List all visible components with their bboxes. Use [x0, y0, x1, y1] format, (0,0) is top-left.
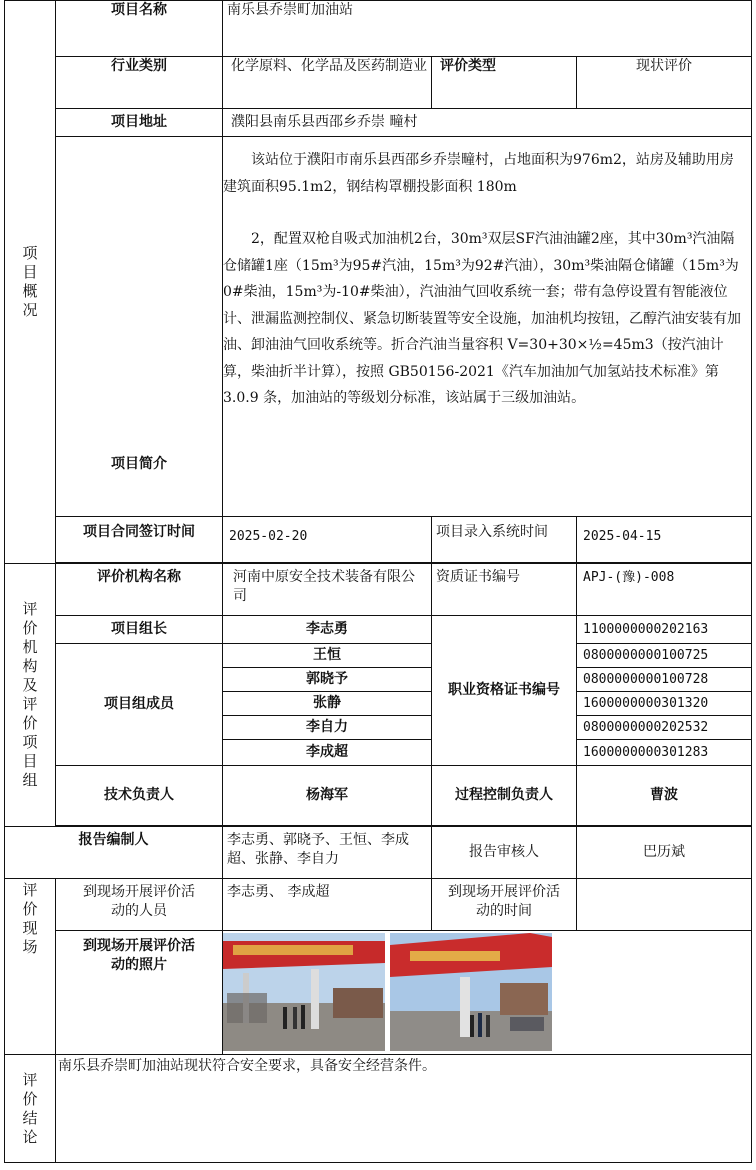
project-name-value: 南乐县乔崇町加油站 — [223, 1, 752, 57]
member-cert: 1600000000301283 — [577, 740, 752, 766]
intro-text — [223, 137, 752, 517]
site-side-label: 评 价 现 场 — [5, 879, 56, 1055]
member-cert: 0800000000202532 — [577, 716, 752, 740]
site-people-label: 到现场开展评价活动的人员 — [56, 879, 223, 931]
site-time-label: 到现场开展评价活动的时间 — [432, 879, 577, 931]
process-lead-name: 曹波 — [577, 766, 752, 826]
site-photo-1 — [223, 933, 385, 1051]
leader-name: 李志勇 — [223, 616, 432, 644]
overview-side-label: 项 目 概 况 — [5, 1, 56, 564]
entry-date-value: 2025-04-15 — [577, 517, 752, 563]
site-people-value: 李志勇、 李成超 — [223, 879, 432, 931]
industry-value: 化学原料、化学品及医药制造业 — [223, 57, 432, 109]
tech-lead-label: 技术负责人 — [56, 766, 223, 826]
conclusion-text: 南乐县乔崇町加油站现状符合安全要求，具备安全经营条件。 — [56, 1055, 752, 1163]
cert-value: APJ-(豫)-008 — [577, 564, 752, 616]
site-time-value — [577, 879, 752, 931]
conclusion-side-label: 评 价 结 论 — [5, 1055, 56, 1163]
report-reviewer-value: 巴历斌 — [577, 827, 752, 879]
org-side-label: 评 价 机 构 及 评 价 项 目 组 — [5, 564, 56, 827]
address-label: 项目地址 — [56, 109, 223, 137]
contract-date-value: 2025-02-20 — [223, 517, 432, 563]
member-name: 李成超 — [223, 740, 432, 766]
member-cert: 1600000000301320 — [577, 692, 752, 716]
cert-label: 资质证书编号 — [432, 564, 577, 616]
site-photo-2 — [390, 933, 552, 1051]
members-label: 项目组成员 — [56, 644, 223, 766]
report-author-value: 李志勇、郭晓予、王恒、李成超、张静、李自力 — [223, 827, 432, 879]
contract-date-label: 项目合同签订时间 — [56, 517, 223, 563]
leader-label: 项目组长 — [56, 616, 223, 644]
intro-paragraph-1: 该站位于濮阳市南乐县西邵乡乔崇疃村，占地面积为976m2，站房及辅助用房建筑面积95.1m2，钢结构罩棚投影面积 180m — [223, 152, 734, 195]
site-photos-label: 到现场开展评价活动的照片 — [56, 931, 223, 1055]
evaluation-form — [4, 0, 752, 1163]
process-lead-label: 过程控制负责人 — [432, 766, 577, 826]
member-name: 李自力 — [223, 716, 432, 740]
eval-type-value: 现状评价 — [577, 57, 752, 109]
report-author-label: 报告编制人 — [5, 827, 223, 879]
intro-label: 项目简介 — [56, 137, 223, 517]
member-name: 王恒 — [223, 644, 432, 668]
industry-label: 行业类别 — [56, 57, 223, 109]
address-value: 濮阳县南乐县西邵乡乔崇 疃村 — [223, 109, 752, 137]
leader-cert: 1100000000202163 — [577, 616, 752, 644]
entry-date-label: 项目录入系统时间 — [432, 517, 577, 563]
report-reviewer-label: 报告审核人 — [432, 827, 577, 879]
org-name-label: 评价机构名称 — [56, 564, 223, 616]
project-name-label: 项目名称 — [56, 1, 223, 57]
member-cert: 0800000000100725 — [577, 644, 752, 668]
intro-paragraph-2: 2，配置双枪自吸式加油机2台，30m³双层SF汽油油罐2座，其中30m³汽油隔仓储罐1座（15m³为95#汽油，15m³为92#汽油），30m³柴油隔仓储罐（15m³为0#柴油，15m³为-10#柴油），汽油油气回收系统一套；带有急停设置有智能液位计、泄漏监测控制仪、紧急切断装置等安全设施，加油机均按钮，乙醇汽油安装有加油、卸油油气回收系统等。折合汽油当量容积 V=30+30×½=45m3（按汽油计算，柴油折半计算），按照 GB50156-2021《汽车加油加气加氢站技术标准》第 3.0.9 条，加油站的等级划分标准，该站属于三级加油站。 — [223, 231, 741, 406]
member-name: 张静 — [223, 692, 432, 716]
member-name: 郭晓予 — [223, 668, 432, 692]
eval-type-label: 评价类型 — [432, 57, 577, 109]
site-photos — [223, 931, 752, 1055]
member-cert: 0800000000100728 — [577, 668, 752, 692]
qualification-label: 职业资格证书编号 — [432, 616, 577, 766]
tech-lead-name: 杨海军 — [223, 766, 432, 826]
org-name-value: 河南中原安全技术装备有限公司 — [223, 564, 432, 616]
